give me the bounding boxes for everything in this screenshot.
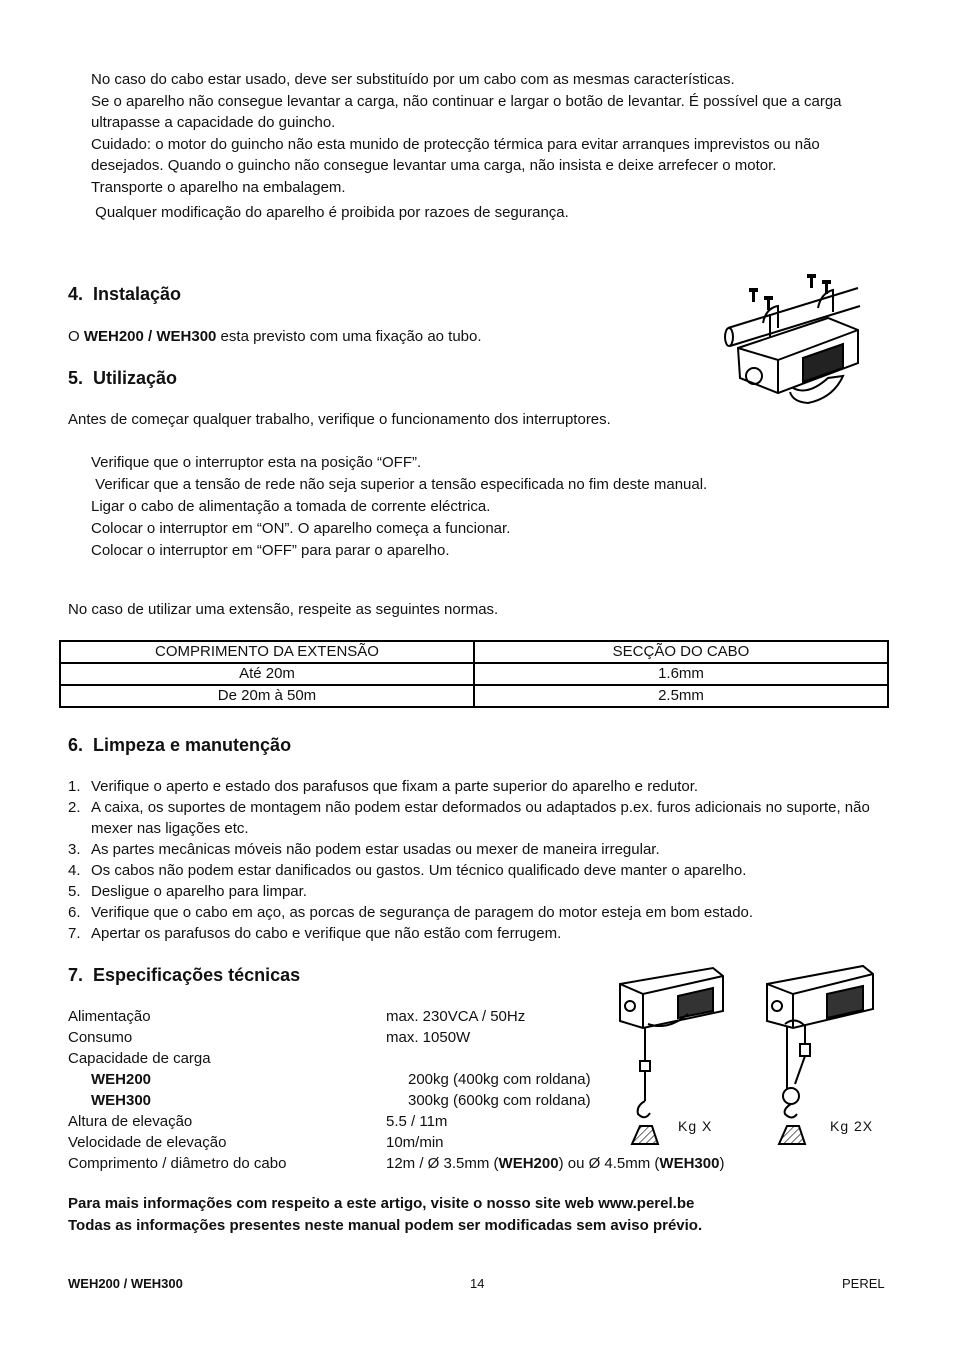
usage-step: Ligar o cabo de alimentação a tomada de corrente eléctrica. — [91, 498, 491, 515]
page-number: 14 — [470, 1276, 485, 1291]
table-cell: 1.6mm — [474, 663, 888, 685]
section-heading-installation: 4. Instalação — [68, 284, 182, 304]
table-cell: 2.5mm — [474, 685, 888, 707]
table-row — [60, 663, 888, 685]
list-item: 2. A caixa, os suportes de montagem não podem estar deformados ou adaptados p.ex. furos adicionais no suporte, não mexer nas ligações etc. — [68, 799, 870, 837]
usage-step: Colocar o interruptor em “OFF” para parar o aparelho. — [91, 542, 450, 559]
installation-text: O WEH200 / WEH300 esta previsto com uma fixação ao tubo. — [68, 328, 482, 345]
table-row — [60, 685, 888, 707]
table-header: COMPRIMENTO DA EXTENSÃO — [60, 641, 474, 663]
intro-line: No caso do cabo estar usado, deve ser substituído por um cabo com as mesmas características. — [91, 71, 735, 88]
extension-note: No caso de utilizar uma extensão, respeite as seguintes normas. — [68, 601, 499, 618]
table-header-row — [60, 641, 888, 663]
maintenance-list — [68, 776, 898, 944]
intro-line: Cuidado: o motor do guincho não esta munido de protecção térmica para evitar arranques imprevistos ou não desejados. Quando o guincho não consegue levantar uma carga, não insista e deixe arrefecer o motor. — [91, 135, 820, 175]
list-item: 3. As partes mecânicas móveis não podem estar usadas ou mexer de maneira irregular. — [68, 841, 660, 858]
list-item: 1. Verifique o aperto e estado dos parafusos que fixam a parte superior do aparelho e redutor. — [68, 778, 699, 795]
tube-mount-illustration — [718, 268, 868, 413]
table-cell: De 20m à 50m — [60, 685, 474, 707]
load-label: Kg 2X — [830, 1118, 874, 1134]
intro-line: Qualquer modificação do aparelho é proibida por razoes de segurança. — [91, 203, 569, 221]
footer-brand: PEREL — [842, 1276, 885, 1291]
section-heading-maintenance: 6. Limpeza e manutenção — [68, 735, 292, 755]
intro-line: Se o aparelho não consegue levantar a carga, não continuar e largar o botão de levantar. É possível que a carga ultrapasse a capacidade do guincho. — [91, 92, 842, 132]
usage-step: Colocar o interruptor em “ON”. O aparelho começa a funcionar. — [91, 520, 511, 537]
usage-intro: Antes de começar qualquer trabalho, verifique o funcionamento dos interruptores. — [68, 411, 611, 428]
model-name: WEH200 / WEH300 — [83, 328, 217, 345]
section-heading-usage: 5. Utilização — [68, 368, 178, 388]
footer-model: WEH200 / WEH300 — [68, 1276, 183, 1291]
intro-line: Transporte o aparelho na embalagem. — [91, 178, 346, 196]
usage-step: Verifique que o interruptor esta na posição “OFF”. — [91, 454, 422, 471]
table-cell: Até 20m — [60, 663, 474, 685]
usage-step: Verificar que a tensão de rede não seja superior a tensão especificada no fim deste manual. — [91, 476, 708, 493]
list-item: 5. Desligue o aparelho para limpar. — [68, 883, 307, 900]
load-label: Kg X — [678, 1118, 713, 1134]
intro-block — [91, 69, 891, 223]
info-note: Todas as informações presentes neste manual podem ser modificadas sem aviso prévio. — [68, 1217, 703, 1234]
table-header: SECÇÃO DO CABO — [474, 641, 888, 663]
info-note: Para mais informações com respeito a este artigo, visite o nosso site web www.perel.be — [68, 1195, 695, 1212]
section-heading-specs: 7. Especificações técnicas — [68, 965, 301, 985]
list-item: 7. Apertar os parafusos do cabo e verifique que não estão com ferrugem. — [68, 925, 562, 942]
list-item: 6. Verifique que o cabo em aço, as porcas de segurança de paragem do motor esteja em bom estado. — [68, 904, 754, 921]
list-item: 4. Os cabos não podem estar danificados ou gastos. Um técnico qualificado deve manter o aparelho. — [68, 862, 747, 879]
usage-steps — [91, 452, 707, 562]
extension-table — [59, 640, 889, 708]
